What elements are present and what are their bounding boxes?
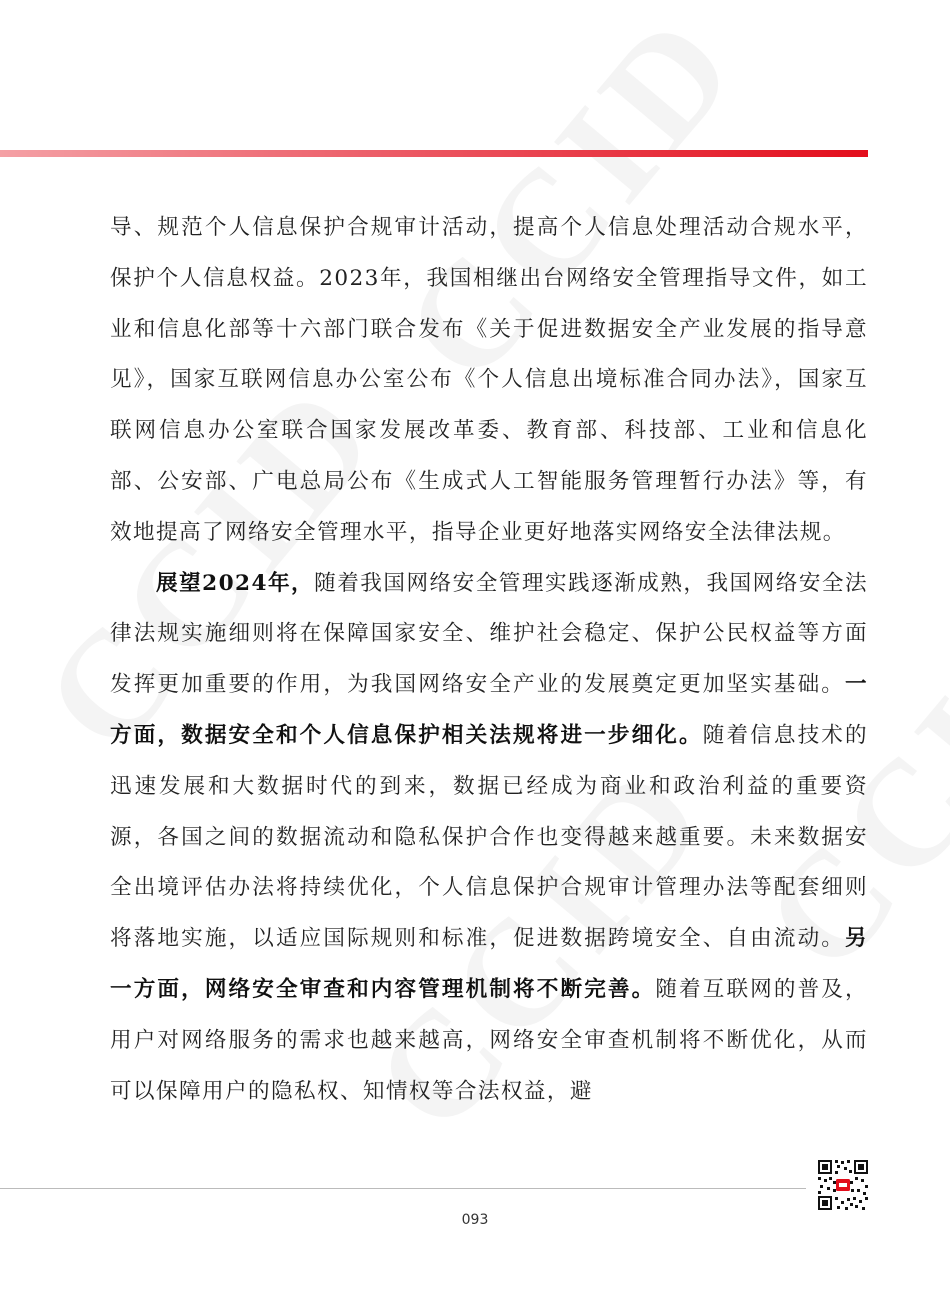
paragraph-1 xyxy=(110,203,868,559)
text-run: 随着信息技术的迅速发展和大数据时代的到来，数据已经成为商业和政治利益的重要资源，各国之间的数据流动和隐私保护合作也变得越来越重要。未来数据安全出境评估办法将持续优化，个人信息保护合规审计管理办法等配套细则将落地实施，以适应国际规则和标准，促进数据跨境安全、自由流动。 xyxy=(110,722,868,952)
text-run: 导、规范个人信息保护合规审计活动，提高个人信息处理活动合规水平，保护个人信息权益。2023年，我国相继出台网络安全管理指导文件，如工业和信息化部等十六部门联合发布《关于促进数据安全产业发展的指导意见》，国家互联网信息办公室公布《个人信息出境标准合同办法》，国家互联网信息办公室联合国家发展改革委、教育部、科技部、工业和信息化部、公安部、广电总局公布《生成式人工智能服务管理暂行办法》等，有效地提高了网络安全管理水平，指导企业更好地落实网络安全法律法规。 xyxy=(110,215,868,545)
text-run: 随着互联网的普及，用户对网络服务的需求也越来越高，网络安全审查机制将不断优化，从而可以保障用户的隐私权、知情权等合法权益，避 xyxy=(110,976,868,1104)
qr-code-icon[interactable] xyxy=(817,1159,869,1211)
bold-heading-data-security: 一方面，数据安全和个人信息保护相关法规将进一步细化。 xyxy=(110,672,868,748)
paragraph-2 xyxy=(110,559,868,1118)
bold-lead-text: 展望2024年， xyxy=(156,570,315,596)
text-run: 随着我国网络安全管理实践逐渐成熟，我国网络安全法律法规实施细则将在保障国家安全、维护社会稳定、保护公民权益等方面发挥更加重要的作用，为我国网络安全产业的发展奠定更加坚实基础。 xyxy=(110,570,868,698)
header-red-rule xyxy=(0,150,868,157)
body-text xyxy=(110,203,868,1117)
footer-divider xyxy=(0,1188,806,1189)
bold-heading-network-review: 另一方面，网络安全审查和内容管理机制将不断完善。 xyxy=(110,926,868,1002)
page-number: 093 xyxy=(461,1212,489,1228)
